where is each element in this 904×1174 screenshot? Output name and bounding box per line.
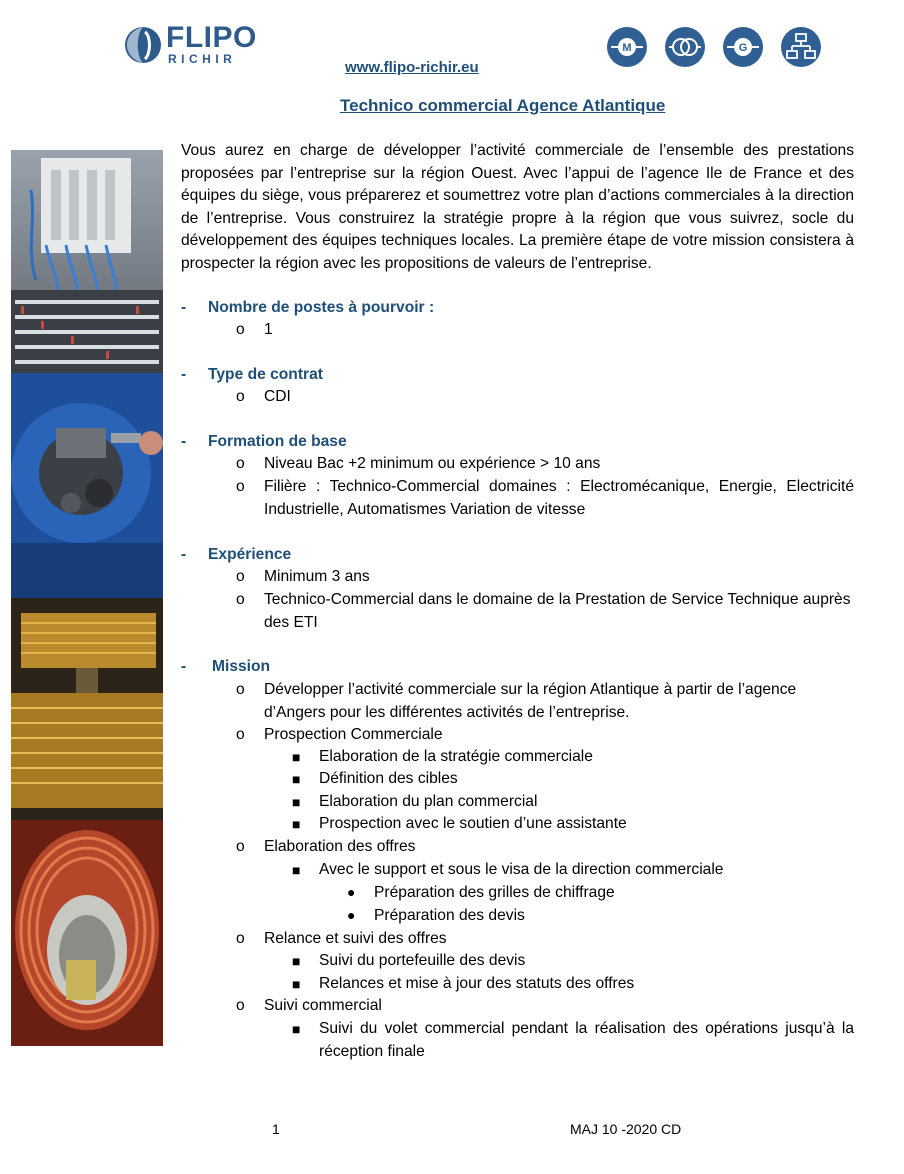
list-item: Suivi du portefeuille des devis — [319, 952, 526, 969]
bullet-square: ■ — [292, 771, 301, 787]
heading-text: Type de contrat — [208, 366, 323, 383]
list-item: Relance et suivi des offres — [264, 930, 447, 947]
heading-text: Nombre de postes à pourvoir : — [208, 299, 435, 316]
network-icon — [781, 27, 821, 67]
photo-motor-internals — [11, 373, 163, 598]
section-heading-experience — [181, 544, 291, 567]
list-item: Suivi du volet commercial pendant la réalisation des opérations jusqu’à la réception finale — [319, 1020, 854, 1060]
transformer-icon — [665, 27, 705, 67]
logo-mark-icon — [124, 26, 162, 64]
company-logo — [124, 22, 274, 66]
section-heading-postes — [181, 297, 434, 320]
intro-paragraph: Vous aurez en charge de développer l’activité commerciale de l’ensemble des prestations proposées par l’entreprise sur la région Ouest. Avec l’appui de l’agence Ile de France et des équipes du siège, vous préparerez et soumettrez votre plan d’actions commerciales à la direction de l’entreprise. Vous construirez la stratégie propre à la région que vous suivrez, socle du développement des équipes techniques locales. La première étape de votre mission consistera à prospecter la région avec les propositions de valeurs de l’entreprise. — [181, 142, 854, 272]
motor-icon — [607, 27, 647, 67]
section-heading-formation — [181, 431, 347, 454]
list-item: Suivi commercial — [264, 997, 382, 1014]
logo-text-richir: RICHIR — [168, 52, 237, 66]
list-item: Prospection avec le soutien d’une assistante — [319, 815, 627, 832]
bullet-o: o — [236, 681, 245, 698]
bullet-o: o — [236, 997, 245, 1014]
photo-stator-winding — [11, 820, 163, 1046]
list-item: Elaboration du plan commercial — [319, 793, 538, 810]
bullet-square: ■ — [292, 976, 301, 992]
heading-text: Expérience — [208, 546, 292, 563]
section-heading-contrat — [181, 364, 323, 387]
bullet-o: o — [236, 930, 245, 947]
bullet-dot: ● — [347, 884, 356, 900]
page-number: 1 — [272, 1121, 280, 1137]
list-item: Technico-Commercial dans le domaine de la Prestation de Service Technique auprès des ETI — [264, 591, 851, 631]
generator-icon — [723, 27, 763, 67]
bullet-o: o — [236, 726, 245, 743]
heading-text: Mission — [212, 658, 271, 675]
revision-note: MAJ 10 -2020 CD — [570, 1121, 682, 1137]
heading-dash: - — [181, 366, 187, 383]
bullet-o: o — [236, 455, 245, 472]
heading-dash: - — [181, 658, 187, 675]
list-item: Elaboration de la stratégie commerciale — [319, 748, 593, 765]
heading-dash: - — [181, 546, 187, 563]
section-heading-mission — [181, 656, 270, 679]
heading-dash: - — [181, 433, 187, 450]
heading-dash: - — [181, 299, 187, 316]
list-item: Filière : Technico-Commercial domaines : Electromécanique, Energie, Electricité Industrielle, Automatismes Variation de vitesse — [264, 478, 854, 518]
bullet-square: ■ — [292, 749, 301, 765]
bullet-o: o — [236, 568, 245, 585]
bullet-dot: ● — [347, 907, 356, 923]
bullet-o: o — [236, 321, 245, 338]
logo-text-flipo: FLIPO — [166, 21, 257, 54]
list-item: Elaboration des offres — [264, 838, 416, 855]
bullet-square: ■ — [292, 794, 301, 810]
list-item: Niveau Bac +2 minimum ou expérience > 10 ans — [264, 455, 601, 472]
bullet-square: ■ — [292, 1021, 301, 1037]
bullet-o: o — [236, 838, 245, 855]
bullet-square: ■ — [292, 862, 301, 878]
list-item: CDI — [264, 388, 291, 405]
list-item: Définition des cibles — [319, 770, 458, 787]
photo-electrical-cabinet — [11, 150, 163, 373]
list-item: Développer l’activité commerciale sur la région Atlantique à partir de l’agence d’Angers pour les différentes activités de l’entreprise. — [264, 681, 797, 721]
bullet-o: o — [236, 591, 245, 608]
list-item: Préparation des grilles de chiffrage — [374, 884, 615, 901]
list-item: Minimum 3 ans — [264, 568, 370, 585]
svg-text:M: M — [622, 42, 632, 54]
list-item: 1 — [264, 321, 273, 338]
list-item: Préparation des devis — [374, 907, 525, 924]
bullet-square: ■ — [292, 953, 301, 969]
photo-copper-windings — [11, 598, 163, 820]
bullet-o: o — [236, 388, 245, 405]
website-link[interactable]: www.flipo-richir.eu — [345, 59, 479, 76]
activity-icons — [607, 27, 821, 67]
svg-text:G: G — [738, 42, 748, 54]
side-photo-strip — [11, 150, 163, 1046]
list-item: Avec le support et sous le visa de la direction commerciale — [319, 861, 724, 878]
list-item: Prospection Commerciale — [264, 726, 443, 743]
heading-text: Formation de base — [208, 433, 347, 450]
document-title: Technico commercial Agence Atlantique — [340, 96, 666, 115]
list-item: Relances et mise à jour des statuts des offres — [319, 975, 635, 992]
bullet-square: ■ — [292, 816, 301, 832]
bullet-o: o — [236, 478, 245, 495]
